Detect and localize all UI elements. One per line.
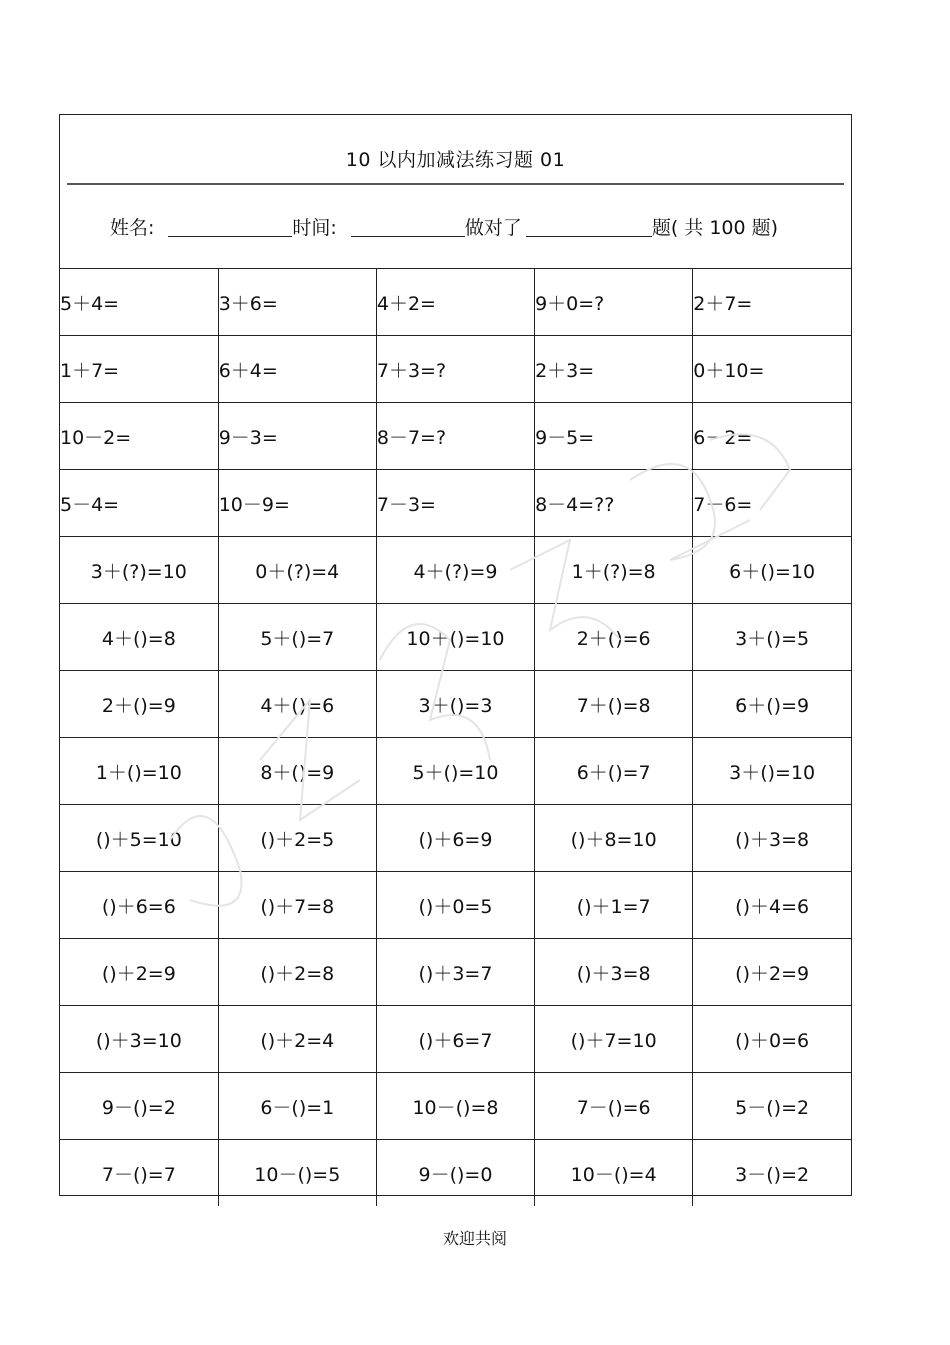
- problem-cell: 9＋0=?: [535, 269, 693, 336]
- problem-row: [60, 269, 851, 336]
- time-label: 时间:: [292, 217, 337, 239]
- problem-cell: 6＋()=9: [693, 671, 851, 738]
- correct-label: 做对了: [464, 217, 522, 239]
- problem-row: [60, 671, 851, 738]
- problem-cell: 0＋10=: [693, 336, 851, 403]
- problem-cell: 2＋3=: [535, 336, 693, 403]
- worksheet-title: 10 以内加减法练习题 01: [345, 149, 566, 171]
- problem-cell: 6＋()=10: [693, 537, 851, 604]
- student-info-line: [110, 213, 778, 240]
- problem-cell: 2＋()=9: [60, 671, 218, 738]
- problem-cell: 9－5=: [535, 403, 693, 470]
- problem-cell: ()＋3=8: [693, 805, 851, 872]
- problem-cell: ()＋0=5: [376, 872, 534, 939]
- problem-cell: 10－()=8: [376, 1073, 534, 1140]
- problem-cell: 4＋()=8: [60, 604, 218, 671]
- footer-text: 欢迎共阅: [442, 1229, 507, 1248]
- problem-cell: ()＋2=8: [218, 939, 376, 1006]
- problem-row: [60, 939, 851, 1006]
- problem-cell: 7－()=6: [535, 1073, 693, 1140]
- problem-row: [60, 1006, 851, 1073]
- problem-cell: ()＋6=9: [376, 805, 534, 872]
- worksheet: [59, 114, 852, 1196]
- problem-cell: 1＋(?)=8: [535, 537, 693, 604]
- problem-cell: 7＋3=?: [376, 336, 534, 403]
- problem-cell: 9－3=: [218, 403, 376, 470]
- problem-row: [60, 805, 851, 872]
- problem-cell: ()＋4=6: [693, 872, 851, 939]
- problem-cell: 5＋4=: [60, 269, 218, 336]
- problem-row: [60, 403, 851, 470]
- problem-cell: 10－()=5: [218, 1140, 376, 1207]
- correct-count-blank[interactable]: [526, 218, 652, 237]
- title-divider: [67, 183, 844, 185]
- problem-cell: ()＋7=10: [535, 1006, 693, 1073]
- problem-cell: 4＋2=: [376, 269, 534, 336]
- problem-cell: ()＋7=8: [218, 872, 376, 939]
- problem-row: [60, 738, 851, 805]
- problem-cell: 4＋()=6: [218, 671, 376, 738]
- problem-row: [60, 872, 851, 939]
- problem-cell: 10－9=: [218, 470, 376, 537]
- problem-cell: ()＋3=8: [535, 939, 693, 1006]
- problem-cell: 4＋(?)=9: [376, 537, 534, 604]
- problem-cell: ()＋0=6: [693, 1006, 851, 1073]
- problem-row: [60, 470, 851, 537]
- problem-cell: 9－()=0: [376, 1140, 534, 1207]
- problem-cell: 2＋()=6: [535, 604, 693, 671]
- problem-cell: 7－()=7: [60, 1140, 218, 1207]
- problem-cell: 8＋()=9: [218, 738, 376, 805]
- problem-cell: ()＋1=7: [535, 872, 693, 939]
- total-label: 题( 共 100 题): [651, 217, 779, 239]
- problem-cell: ()＋8=10: [535, 805, 693, 872]
- problem-cell: 7－3=: [376, 470, 534, 537]
- problem-cell: 1＋7=: [60, 336, 218, 403]
- problem-row: [60, 336, 851, 403]
- problem-row: [60, 537, 851, 604]
- problem-cell: 7－6=: [693, 470, 851, 537]
- problem-cell: ()＋2=9: [60, 939, 218, 1006]
- problem-cell: 8－4=??: [535, 470, 693, 537]
- problem-cell: 5＋()=10: [376, 738, 534, 805]
- problem-cell: ()＋2=9: [693, 939, 851, 1006]
- problem-row: [60, 1073, 851, 1140]
- problem-cell: 2＋7=: [693, 269, 851, 336]
- worksheet-header: [60, 115, 851, 269]
- problem-cell: ()＋3=7: [376, 939, 534, 1006]
- problem-cell: ()＋5=10: [60, 805, 218, 872]
- problem-row: [60, 604, 851, 671]
- problem-cell: ()＋2=5: [218, 805, 376, 872]
- problem-cell: 5－()=2: [693, 1073, 851, 1140]
- problem-cell: 6－2=: [693, 403, 851, 470]
- time-blank[interactable]: [351, 218, 465, 237]
- problem-cell: 3－()=2: [693, 1140, 851, 1207]
- problem-cell: 7＋()=8: [535, 671, 693, 738]
- problem-cell: 5－4=: [60, 470, 218, 537]
- problem-cell: 1＋()=10: [60, 738, 218, 805]
- problem-cell: 5＋()=7: [218, 604, 376, 671]
- problem-cell: 3＋()=10: [693, 738, 851, 805]
- problem-cell: 6－()=1: [218, 1073, 376, 1140]
- problem-cell: 6＋()=7: [535, 738, 693, 805]
- problem-cell: 3＋6=: [218, 269, 376, 336]
- problem-grid: [60, 269, 851, 1206]
- name-blank[interactable]: [168, 218, 292, 237]
- problem-row: [60, 1140, 851, 1207]
- problem-cell: 3＋()=5: [693, 604, 851, 671]
- problem-cell: ()＋6=6: [60, 872, 218, 939]
- problem-cell: ()＋6=7: [376, 1006, 534, 1073]
- problem-cell: 6＋4=: [218, 336, 376, 403]
- problem-cell: 3＋()=3: [376, 671, 534, 738]
- problem-cell: ()＋2=4: [218, 1006, 376, 1073]
- name-label: 姓名:: [110, 217, 155, 239]
- problem-cell: 10－()=4: [535, 1140, 693, 1207]
- problem-cell: 10－2=: [60, 403, 218, 470]
- problem-cell: 3＋(?)=10: [60, 537, 218, 604]
- problem-cell: 0＋(?)=4: [218, 537, 376, 604]
- problem-cell: 10＋()=10: [376, 604, 534, 671]
- problem-cell: 8－7=?: [376, 403, 534, 470]
- problem-cell: ()＋3=10: [60, 1006, 218, 1073]
- problem-cell: 9－()=2: [60, 1073, 218, 1140]
